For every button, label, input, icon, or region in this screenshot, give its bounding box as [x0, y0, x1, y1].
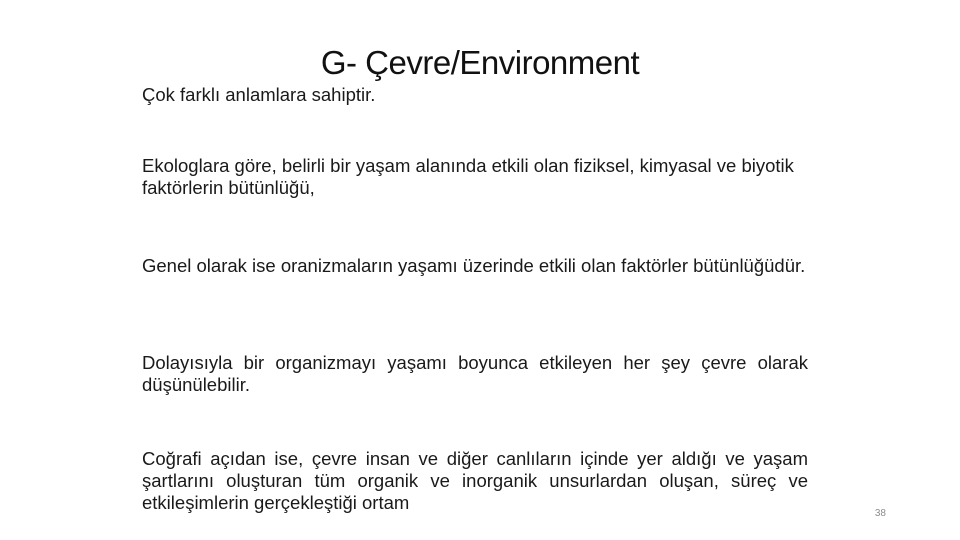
paragraph-ecologists: Ekologlara göre, belirli bir yaşam alanında etkili olan fiziksel, kimyasal ve biyotik faktörlerin bütünlüğü,	[142, 155, 794, 198]
paragraph-general: Genel olarak ise oranizmaların yaşamı üzerinde etkili olan faktörler bütünlüğüdür.	[142, 255, 806, 276]
paragraph-therefore: Dolayısıyla bir organizmayı yaşamı boyunca etkileyen her şey çevre olarak düşünülebilir.	[142, 352, 808, 395]
paragraph-meaning: Çok farklı anlamlara sahiptir.	[142, 84, 376, 105]
paragraph-geographic: Coğrafi açıdan ise, çevre insan ve diğer canlıların içinde yer aldığı ve yaşam şartlarını oluşturan tüm organik ve inorganik unsurlardan oluşan, süreç ve etkileşimlerin gerçekleştiği ortam	[142, 448, 808, 513]
page-number: 38	[874, 508, 886, 519]
slide-title: G- Çevre/Environment	[320, 44, 640, 81]
